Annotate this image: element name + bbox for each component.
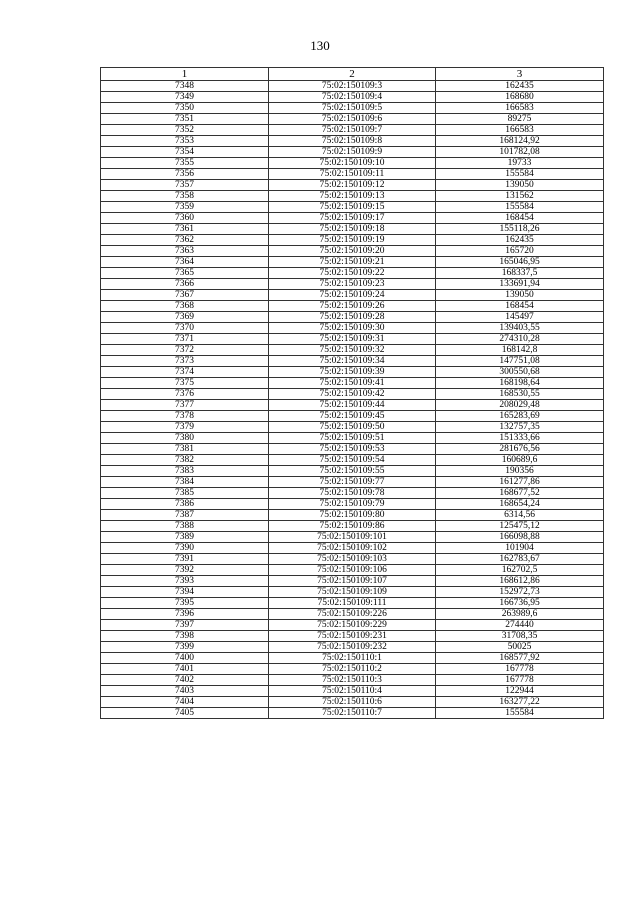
table-row (101, 587, 604, 598)
row-number-cell: 7396 (101, 609, 269, 620)
row-number-cell: 7354 (101, 147, 269, 158)
value-cell: 155584 (436, 708, 604, 719)
value-cell: 167778 (436, 675, 604, 686)
row-number-cell: 7374 (101, 367, 269, 378)
value-cell: 166583 (436, 125, 604, 136)
table-row (101, 455, 604, 466)
table-row (101, 257, 604, 268)
row-number-cell: 7394 (101, 587, 269, 598)
row-number-cell: 7378 (101, 411, 269, 422)
row-number-cell: 7395 (101, 598, 269, 609)
table-row (101, 620, 604, 631)
cadastral-number-cell: 75:02:150109:50 (269, 422, 436, 433)
row-number-cell: 7371 (101, 334, 269, 345)
cadastral-number-cell: 75:02:150110:1 (269, 653, 436, 664)
value-cell: 162435 (436, 235, 604, 246)
row-number-cell: 7358 (101, 191, 269, 202)
cadastral-number-cell: 75:02:150109:11 (269, 169, 436, 180)
table-row (101, 631, 604, 642)
value-cell: 162435 (436, 81, 604, 92)
cadastral-number-cell: 75:02:150109:30 (269, 323, 436, 334)
row-number-cell: 7389 (101, 532, 269, 543)
table-row (101, 488, 604, 499)
row-number-cell: 7356 (101, 169, 269, 180)
cadastral-number-cell: 75:02:150109:55 (269, 466, 436, 477)
cadastral-number-cell: 75:02:150109:20 (269, 246, 436, 257)
value-cell: 165283,69 (436, 411, 604, 422)
cadastral-number-cell: 75:02:150109:51 (269, 433, 436, 444)
cadastral-number-cell: 75:02:150110:2 (269, 664, 436, 675)
value-cell: 162702,5 (436, 565, 604, 576)
table-row (101, 422, 604, 433)
row-number-cell: 7360 (101, 213, 269, 224)
value-cell: 151333,66 (436, 433, 604, 444)
value-cell: 139050 (436, 180, 604, 191)
cadastral-number-cell: 75:02:150109:101 (269, 532, 436, 543)
cadastral-number-cell: 75:02:150109:8 (269, 136, 436, 147)
table-header (101, 68, 604, 81)
column-header-1: 1 (101, 68, 269, 81)
table-row (101, 268, 604, 279)
cadastral-number-cell: 75:02:150109:226 (269, 609, 436, 620)
row-number-cell: 7370 (101, 323, 269, 334)
cadastral-number-cell: 75:02:150109:41 (269, 378, 436, 389)
value-cell: 167778 (436, 664, 604, 675)
value-cell: 131562 (436, 191, 604, 202)
table-row (101, 202, 604, 213)
row-number-cell: 7357 (101, 180, 269, 191)
cadastral-number-cell: 75:02:150109:18 (269, 224, 436, 235)
value-cell: 190356 (436, 466, 604, 477)
row-number-cell: 7387 (101, 510, 269, 521)
value-cell: 168612,86 (436, 576, 604, 587)
cadastral-number-cell: 75:02:150109:13 (269, 191, 436, 202)
row-number-cell: 7369 (101, 312, 269, 323)
cadastral-number-cell: 75:02:150109:39 (269, 367, 436, 378)
table-row (101, 686, 604, 697)
value-cell: 165720 (436, 246, 604, 257)
value-cell: 168454 (436, 213, 604, 224)
table-row (101, 224, 604, 235)
cadastral-number-cell: 75:02:150109:17 (269, 213, 436, 224)
value-cell: 281676,56 (436, 444, 604, 455)
cadastral-number-cell: 75:02:150109:229 (269, 620, 436, 631)
table-row (101, 521, 604, 532)
value-cell: 168677,52 (436, 488, 604, 499)
cadastral-number-cell: 75:02:150109:22 (269, 268, 436, 279)
column-header-2: 2 (269, 68, 436, 81)
row-number-cell: 7382 (101, 455, 269, 466)
table-row (101, 213, 604, 224)
table-row (101, 675, 604, 686)
row-number-cell: 7380 (101, 433, 269, 444)
cadastral-number-cell: 75:02:150109:24 (269, 290, 436, 301)
cadastral-number-cell: 75:02:150109:109 (269, 587, 436, 598)
cadastral-number-cell: 75:02:150109:9 (269, 147, 436, 158)
cadastral-number-cell: 75:02:150109:44 (269, 400, 436, 411)
row-number-cell: 7377 (101, 400, 269, 411)
cadastral-number-cell: 75:02:150109:32 (269, 345, 436, 356)
table-row (101, 367, 604, 378)
cadastral-number-cell: 75:02:150109:4 (269, 92, 436, 103)
table-row (101, 499, 604, 510)
cadastral-number-cell: 75:02:150109:45 (269, 411, 436, 422)
table-header-row (101, 68, 604, 81)
row-number-cell: 7359 (101, 202, 269, 213)
row-number-cell: 7404 (101, 697, 269, 708)
value-cell: 6314,56 (436, 510, 604, 521)
table-row (101, 609, 604, 620)
cadastral-number-cell: 75:02:150109:111 (269, 598, 436, 609)
value-cell: 122944 (436, 686, 604, 697)
table-row (101, 543, 604, 554)
value-cell: 160689,6 (436, 455, 604, 466)
row-number-cell: 7391 (101, 554, 269, 565)
table-row (101, 653, 604, 664)
row-number-cell: 7361 (101, 224, 269, 235)
value-cell: 155584 (436, 169, 604, 180)
cadastral-number-cell: 75:02:150109:106 (269, 565, 436, 576)
row-number-cell: 7398 (101, 631, 269, 642)
value-cell: 168198,64 (436, 378, 604, 389)
table-row (101, 323, 604, 334)
table-row (101, 290, 604, 301)
cadastral-number-cell: 75:02:150109:86 (269, 521, 436, 532)
table-row (101, 279, 604, 290)
table-row (101, 235, 604, 246)
value-cell: 165046,95 (436, 257, 604, 268)
table-row (101, 103, 604, 114)
row-number-cell: 7405 (101, 708, 269, 719)
table-row (101, 510, 604, 521)
table-row (101, 477, 604, 488)
value-cell: 139403,55 (436, 323, 604, 334)
row-number-cell: 7368 (101, 301, 269, 312)
cadastral-number-cell: 75:02:150109:7 (269, 125, 436, 136)
value-cell: 155118,26 (436, 224, 604, 235)
cadastral-number-cell: 75:02:150109:107 (269, 576, 436, 587)
row-number-cell: 7383 (101, 466, 269, 477)
page-number: 130 (310, 38, 330, 53)
value-cell: 168530,55 (436, 389, 604, 400)
value-cell: 101904 (436, 543, 604, 554)
table-row (101, 576, 604, 587)
cadastral-number-cell: 75:02:150109:54 (269, 455, 436, 466)
value-cell: 263989,6 (436, 609, 604, 620)
table-row (101, 411, 604, 422)
cadastral-number-cell: 75:02:150110:6 (269, 697, 436, 708)
value-cell: 145497 (436, 312, 604, 323)
value-cell: 31708,35 (436, 631, 604, 642)
value-cell: 152972,73 (436, 587, 604, 598)
cadastral-number-cell: 75:02:150110:7 (269, 708, 436, 719)
value-cell: 19733 (436, 158, 604, 169)
table-row (101, 345, 604, 356)
row-number-cell: 7402 (101, 675, 269, 686)
cadastral-number-cell: 75:02:150109:42 (269, 389, 436, 400)
row-number-cell: 7376 (101, 389, 269, 400)
value-cell: 125475,12 (436, 521, 604, 532)
table-row (101, 433, 604, 444)
value-cell: 101782,08 (436, 147, 604, 158)
row-number-cell: 7350 (101, 103, 269, 114)
value-cell: 163277,22 (436, 697, 604, 708)
row-number-cell: 7372 (101, 345, 269, 356)
table-row (101, 246, 604, 257)
table-row (101, 697, 604, 708)
table-row (101, 114, 604, 125)
cadastral-number-cell: 75:02:150109:10 (269, 158, 436, 169)
value-cell: 166583 (436, 103, 604, 114)
value-cell: 208029,48 (436, 400, 604, 411)
cadastral-number-cell: 75:02:150109:34 (269, 356, 436, 367)
table-row (101, 136, 604, 147)
row-number-cell: 7399 (101, 642, 269, 653)
row-number-cell: 7373 (101, 356, 269, 367)
value-cell: 168142,8 (436, 345, 604, 356)
value-cell: 147751,08 (436, 356, 604, 367)
value-cell: 155584 (436, 202, 604, 213)
row-number-cell: 7400 (101, 653, 269, 664)
table-row (101, 554, 604, 565)
cadastral-number-cell: 75:02:150110:4 (269, 686, 436, 697)
table-row (101, 378, 604, 389)
row-number-cell: 7403 (101, 686, 269, 697)
row-number-cell: 7348 (101, 81, 269, 92)
row-number-cell: 7388 (101, 521, 269, 532)
table-row (101, 642, 604, 653)
cadastral-number-cell: 75:02:150109:78 (269, 488, 436, 499)
row-number-cell: 7397 (101, 620, 269, 631)
table-row (101, 81, 604, 92)
row-number-cell: 7364 (101, 257, 269, 268)
data-table (100, 67, 604, 719)
cadastral-number-cell: 75:02:150109:231 (269, 631, 436, 642)
cadastral-number-cell: 75:02:150110:3 (269, 675, 436, 686)
row-number-cell: 7352 (101, 125, 269, 136)
cadastral-number-cell: 75:02:150109:28 (269, 312, 436, 323)
row-number-cell: 7384 (101, 477, 269, 488)
table-row (101, 92, 604, 103)
value-cell: 50025 (436, 642, 604, 653)
value-cell: 168680 (436, 92, 604, 103)
table-row (101, 312, 604, 323)
cadastral-number-cell: 75:02:150109:21 (269, 257, 436, 268)
value-cell: 139050 (436, 290, 604, 301)
value-cell: 132757,35 (436, 422, 604, 433)
row-number-cell: 7355 (101, 158, 269, 169)
table-row (101, 169, 604, 180)
row-number-cell: 7351 (101, 114, 269, 125)
value-cell: 168577,92 (436, 653, 604, 664)
table-row (101, 191, 604, 202)
cadastral-number-cell: 75:02:150109:102 (269, 543, 436, 554)
table-row (101, 708, 604, 719)
cadastral-number-cell: 75:02:150109:3 (269, 81, 436, 92)
table-row (101, 301, 604, 312)
table-row (101, 664, 604, 675)
row-number-cell: 7386 (101, 499, 269, 510)
row-number-cell: 7401 (101, 664, 269, 675)
row-number-cell: 7363 (101, 246, 269, 257)
row-number-cell: 7365 (101, 268, 269, 279)
row-number-cell: 7385 (101, 488, 269, 499)
cadastral-number-cell: 75:02:150109:23 (269, 279, 436, 290)
cadastral-number-cell: 75:02:150109:26 (269, 301, 436, 312)
row-number-cell: 7349 (101, 92, 269, 103)
cadastral-number-cell: 75:02:150109:53 (269, 444, 436, 455)
table-row (101, 389, 604, 400)
table-body (101, 81, 604, 719)
value-cell: 168337,5 (436, 268, 604, 279)
cadastral-number-cell: 75:02:150109:77 (269, 477, 436, 488)
table-row (101, 444, 604, 455)
value-cell: 161277,86 (436, 477, 604, 488)
row-number-cell: 7366 (101, 279, 269, 290)
table-row (101, 565, 604, 576)
cadastral-number-cell: 75:02:150109:31 (269, 334, 436, 345)
table-row (101, 400, 604, 411)
cadastral-number-cell: 75:02:150109:19 (269, 235, 436, 246)
cadastral-number-cell: 75:02:150109:6 (269, 114, 436, 125)
table-row (101, 180, 604, 191)
value-cell: 133691,94 (436, 279, 604, 290)
row-number-cell: 7379 (101, 422, 269, 433)
row-number-cell: 7362 (101, 235, 269, 246)
cadastral-number-cell: 75:02:150109:12 (269, 180, 436, 191)
cadastral-number-cell: 75:02:150109:80 (269, 510, 436, 521)
value-cell: 274440 (436, 620, 604, 631)
value-cell: 274310,28 (436, 334, 604, 345)
cadastral-number-cell: 75:02:150109:79 (269, 499, 436, 510)
value-cell: 168124,92 (436, 136, 604, 147)
value-cell: 168454 (436, 301, 604, 312)
row-number-cell: 7393 (101, 576, 269, 587)
cadastral-number-cell: 75:02:150109:232 (269, 642, 436, 653)
column-header-3: 3 (436, 68, 604, 81)
cadastral-number-cell: 75:02:150109:103 (269, 554, 436, 565)
table-row (101, 466, 604, 477)
value-cell: 162783,67 (436, 554, 604, 565)
row-number-cell: 7381 (101, 444, 269, 455)
table-row (101, 125, 604, 136)
table-row (101, 598, 604, 609)
value-cell: 89275 (436, 114, 604, 125)
table-row (101, 532, 604, 543)
table-row (101, 334, 604, 345)
table-row (101, 356, 604, 367)
cadastral-number-cell: 75:02:150109:15 (269, 202, 436, 213)
value-cell: 168654,24 (436, 499, 604, 510)
row-number-cell: 7353 (101, 136, 269, 147)
table-row (101, 158, 604, 169)
cadastral-number-cell: 75:02:150109:5 (269, 103, 436, 114)
value-cell: 166736,95 (436, 598, 604, 609)
row-number-cell: 7367 (101, 290, 269, 301)
row-number-cell: 7390 (101, 543, 269, 554)
row-number-cell: 7392 (101, 565, 269, 576)
value-cell: 300550,68 (436, 367, 604, 378)
value-cell: 166098,88 (436, 532, 604, 543)
row-number-cell: 7375 (101, 378, 269, 389)
table-row (101, 147, 604, 158)
